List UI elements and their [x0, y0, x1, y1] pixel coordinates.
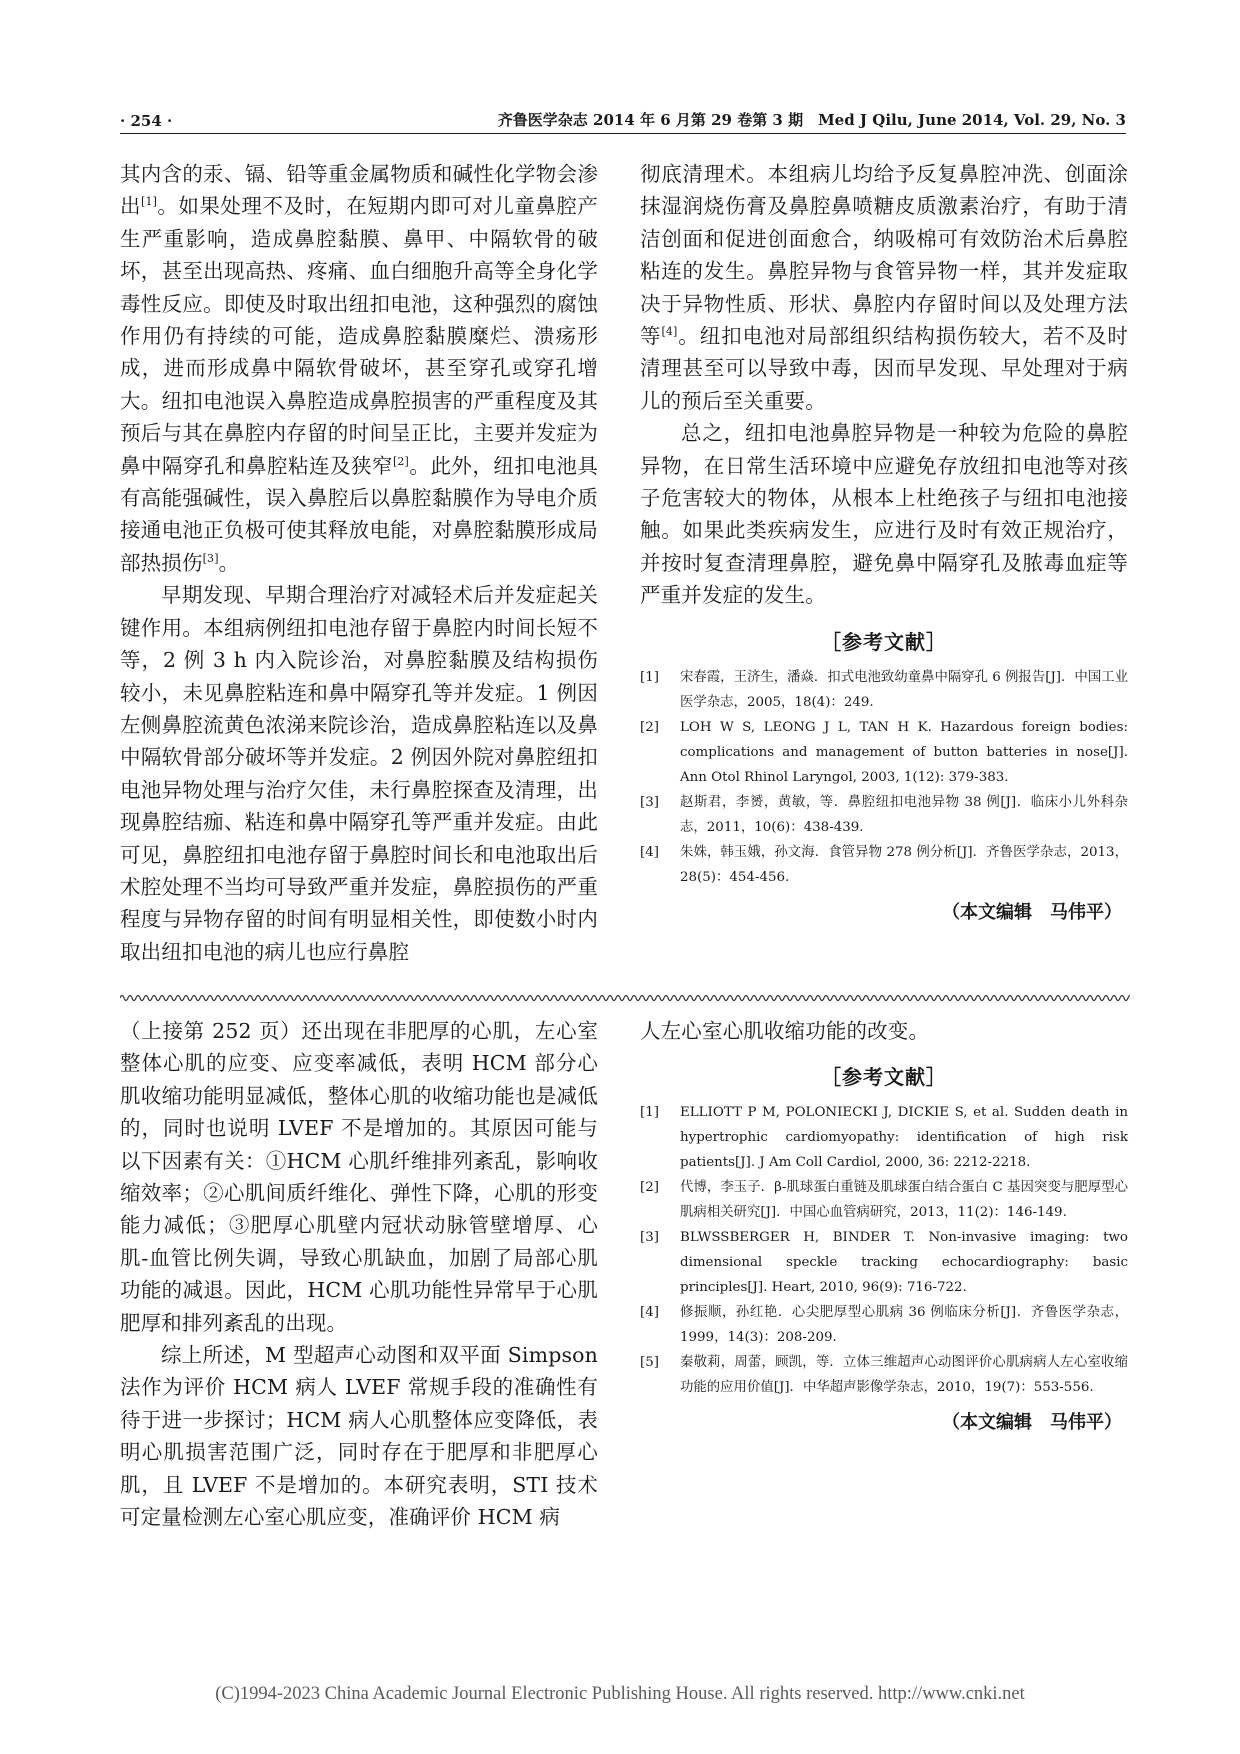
reference-list: [640, 1100, 1128, 1400]
reference-item: [4] 修振顺，孙红艳．心尖肥厚型心肌病 36 例临床分析[J]．齐鲁医学杂志，1999，14(3)：208-209.: [640, 1305, 1128, 1346]
body-paragraph: 其内含的汞、镉、铅等重金属物质和碱性化学物会渗出[1]。如果处理不及时，在短期内即可对儿童鼻腔产生严重影响，造成鼻腔黏膜、鼻甲、中隔软骨的破坏，甚至出现高热、疼痛、血白细胞升高等全身化学毒性反应。即使及时取出纽扣电池，这种强烈的腐蚀作用仍有持续的可能，造成鼻腔黏膜糜烂、溃疡形成，进而形成鼻中隔软骨破坏，甚至穿孔或穿孔增大。纽扣电池误入鼻腔造成鼻腔损害的严重程度及其预后与其在鼻腔内存留的时间呈正比，主要并发症为鼻中隔穿孔和鼻腔粘连及狭窄[2]。此外，纽扣电池具有高能强碱性，误入鼻腔后以鼻腔黏膜作为导电介质接通电池正负极可使其释放电能，对鼻腔黏膜形成局部热损伤[3]。: [120, 162, 598, 575]
reference-item: [2] 代博，李玉子．β-肌球蛋白重链及肌球蛋白结合蛋白 C 基因突变与肥厚型心肌病相关研究[J]．中国心血管病研究，2013，11(2)：146-149.: [640, 1180, 1128, 1221]
reference-item: [4] 朱姝，韩玉娥，孙文海．食管异物 278 例分析[J]．齐鲁医学杂志，2013，28(5)：454-456.: [640, 844, 1128, 885]
editor-credit: （本文编辑 马伟平）: [942, 901, 1122, 923]
article2-right-column: [640, 1015, 1128, 1434]
references-heading: ［参考文献］: [821, 629, 947, 654]
references-heading: ［参考文献］: [821, 1065, 947, 1090]
header-rule: [120, 133, 1126, 134]
reference-item: [5] 秦敬莉，周蕾，顾凯，等．立体三维超声心动图评价心肌病病人左心室收缩功能的应用价值[J]．中华超声影像学杂志，2010，19(7)：553-556.: [640, 1355, 1128, 1396]
page-number: · 254 ·: [120, 112, 173, 130]
body-paragraph: 综上所述，M 型超声心动图和双平面 Simpson 法作为评价 HCM 病人 LVEF 常规手段的准确性有待于进一步探讨；HCM 病人心肌整体应变降低，表明心肌损害范围广泛，同时存在于肥厚和非肥厚心肌，且 LVEF 不是增加的。本研究表明，STI 技术可定量检测左心室心肌应变，准确评价 HCM 病: [120, 1343, 598, 1530]
body-paragraph: 总之，纽扣电池鼻腔异物是一种较为危险的鼻腔异物，在日常生活环境中应避免存放纽扣电池等对孩子危害较大的物体，从根本上杜绝孩子与纽扣电池接触。如果此类疾病发生，应进行及时有效正规治疗，并按时复查清理鼻腔，避免鼻中隔穿孔及脓毒血症等严重并发症的发生。: [640, 421, 1128, 608]
article2-left-column: [120, 1015, 598, 1534]
copyright-footer: (C)1994-2023 China Academic Journal Electronic Publishing House. All rights reserved. http://www.cnki.net: [215, 1684, 1025, 1704]
article1-right-column: [640, 158, 1128, 924]
reference-item: [1] 宋春霞，王济生，潘焱．扣式电池致幼童鼻中隔穿孔 6 例报告[J]．中国工业医学杂志，2005，18(4)：249.: [640, 669, 1128, 710]
journal-citation: 齐鲁医学杂志 2014 年 6 月第 29 卷第 3 期 Med J Qilu, June 2014, Vol. 29, No. 3: [497, 111, 1126, 129]
citation: [4]: [661, 325, 678, 339]
body-paragraph: 早期发现、早期合理治疗对减轻术后并发症起关键作用。本组病例纽扣电池存留于鼻腔内时间长短不等，2 例 3 h 内入院诊治，对鼻腔黏膜及结构损伤较小，未见鼻腔粘连和鼻中隔穿孔等并发症。1 例因左侧鼻腔流黄色浓涕来院诊治，造成鼻腔粘连以及鼻中隔软骨部分破坏等并发症。2 例因外院对鼻腔纽扣电池异物处理与治疗欠佳，未行鼻腔探查及清理，出现鼻腔结痂、粘连和鼻中隔穿孔等严重并发症。由此可见，鼻腔纽扣电池存留于鼻腔时间长和电池取出后术腔处理不当均可导致严重并发症，鼻腔损伤的严重程度与异物存留的时间有明显相关性，即使数小时内取出纽扣电池的病儿也应行鼻腔: [120, 583, 598, 964]
reference-item: [3] BLWSSBERGER H, BINDER T. Non-invasive imaging: two dimensional speckle tracking echocardiography: basic principles[J]. Heart, 2010, 96(9): 716-722.: [640, 1230, 1128, 1296]
reference-item: [3] 赵斯君，李赟，黄敏，等．鼻腔纽扣电池异物 38 例[J]．临床小儿外科杂志，2011，10(6)：438-439.: [640, 794, 1128, 835]
reference-item: [2] LOH W S, LEONG J L, TAN H K. Hazardous foreign bodies: complications and management of button batteries in nose[J]. Ann Otol Rhinol Laryngol, 2003, 1(12): 379-383.: [640, 719, 1128, 785]
citation: [3]: [202, 552, 219, 566]
wavy-separator: [120, 992, 1130, 1004]
body-paragraph: （上接第 252 页）还出现在非肥厚的心肌，左心室整体心肌的应变、应变率减低，表明 HCM 部分心肌收缩功能明显减低，整体心肌的收缩功能也是减低的，同时也说明 LVEF 不是增加的。其原因可能与以下因素有关：①HCM 心肌纤维排列紊乱，影响收缩效率；②心肌间质纤维化、弹性下降，心肌的形变能力减低；③肥厚心肌壁内冠状动脉管壁增厚、心肌-血管比例失调，导致心肌缺血，加剧了局部心肌功能的减退。因此，HCM 心肌功能性异常早于心肌肥厚和排列紊乱的出现。: [120, 1019, 598, 1335]
citation: [1]: [141, 195, 158, 209]
body-paragraph: 人左心室心肌收缩功能的改变。: [640, 1019, 930, 1043]
reference-item: [1] ELLIOTT P M, POLONIECKI J, DICKIE S, et al. Sudden death in hypertrophic cardiomyopathy: identification of high risk patients[J]. J Am Coll Cardiol, 2000, 36: 2212-2218.: [640, 1105, 1128, 1171]
editor-credit: （本文编辑 马伟平）: [942, 1412, 1122, 1434]
article1-left-column: [120, 158, 598, 968]
body-paragraph: 彻底清理术。本组病儿均给予反复鼻腔冲洗、创面涂抹湿润烧伤膏及鼻腔鼻喷糖皮质激素治疗，有助于清洁创面和促进创面愈合，纳吸棉可有效防治术后鼻腔粘连的发生。鼻腔异物与食管异物一样，其并发症取决于异物性质、形状、鼻腔内存留时间以及处理方法等[4]。纽扣电池对局部组织结构损伤较大，若不及时清理甚至可以导致中毒，因而早发现、早处理对于病儿的预后至关重要。: [640, 162, 1128, 413]
running-header: [120, 102, 1126, 130]
reference-list: [640, 665, 1128, 890]
citation: [2]: [392, 454, 410, 468]
